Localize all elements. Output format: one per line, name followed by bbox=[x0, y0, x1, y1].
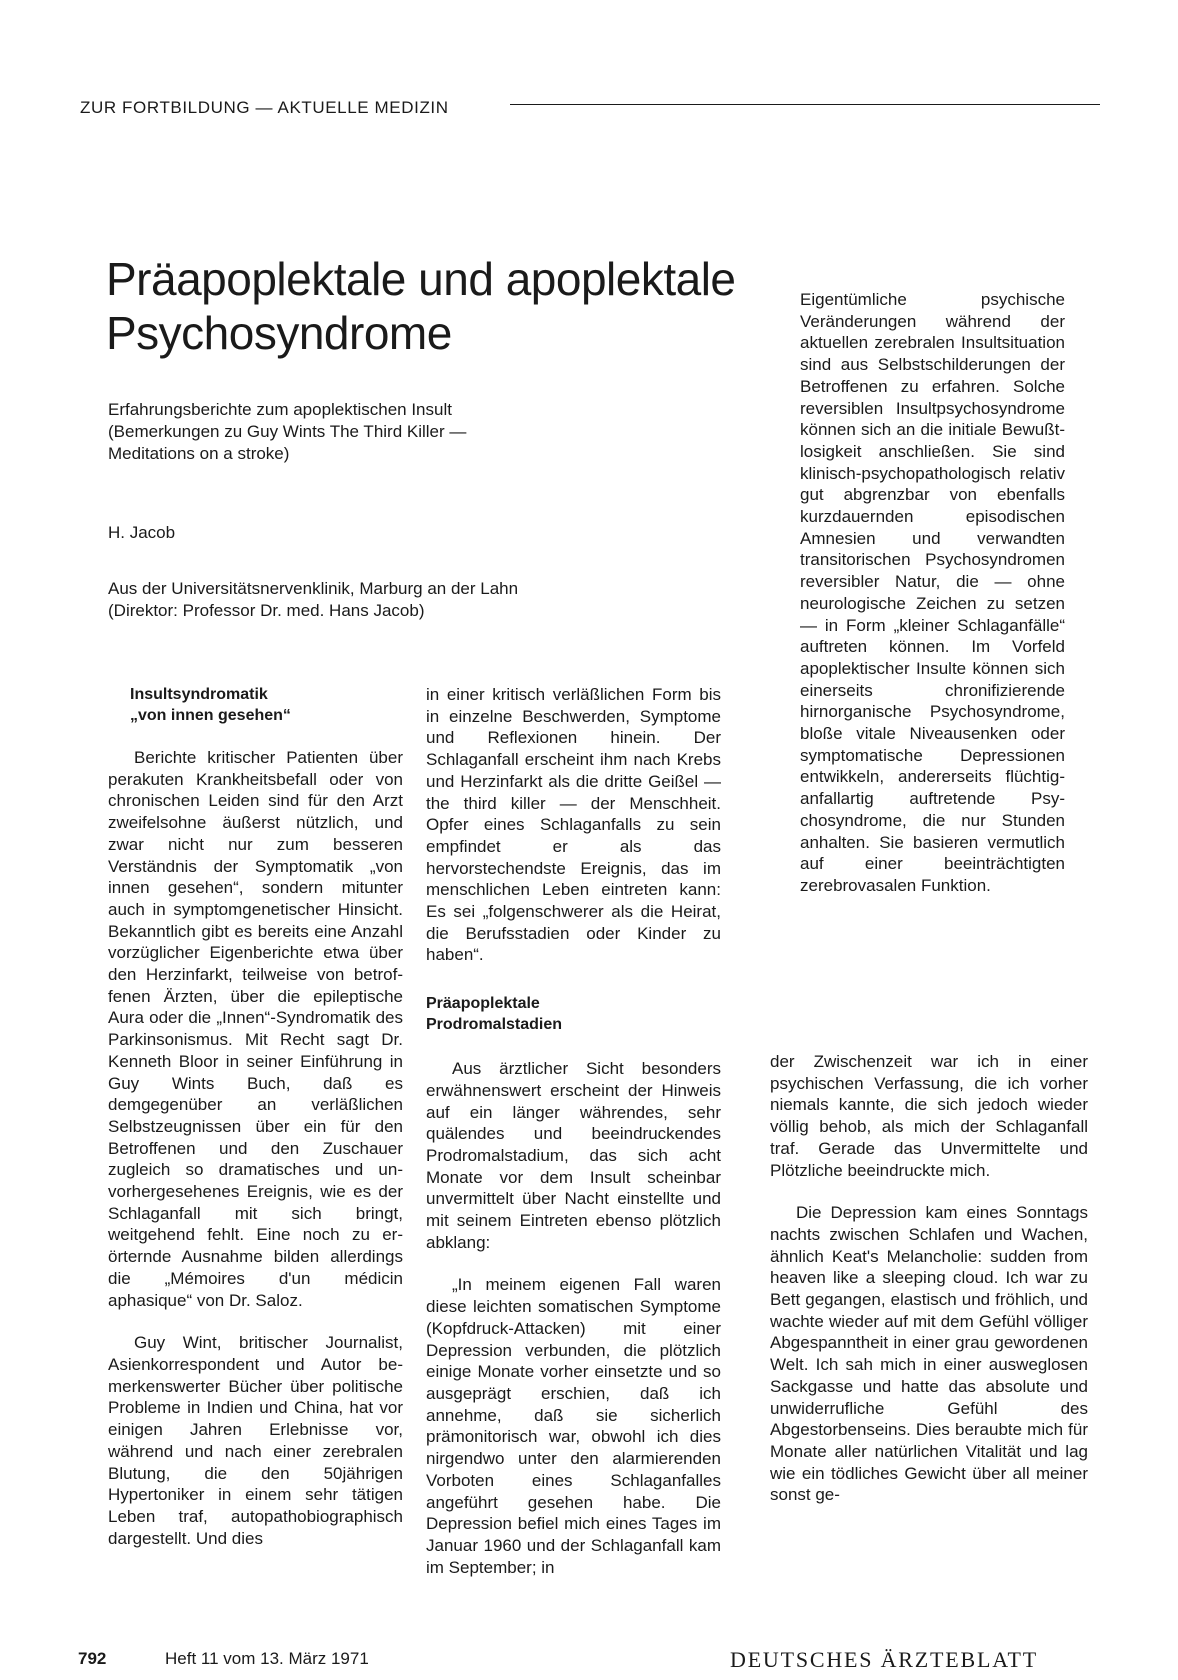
body-column-right bbox=[770, 1051, 1088, 1506]
affiliation-line: (Direktor: Professor Dr. med. Hans Jacob) bbox=[108, 601, 425, 620]
body-paragraph: in einer kritisch verläßlichen Form bis in einzelne Beschwerden, Symptome und Reflexionen hinein. Der Schlaganfall erscheint ihm nach Krebs und Herzinfarkt als die dritte Geißel — the third killer — der Menschheit. Opfer eines Schlaganfalls zu sein empfindet er als das hervorstechendste Ereignis, das im menschlichen Leben eintreten kann: Es sei „folgenschwerer als die Heirat, die Berufsstadien oder Kinder zu haben“. bbox=[426, 685, 721, 965]
body-paragraph: Guy Wint, britischer Journalist, Asienkorrespondent und Autor bemerkenswerter Bücher über politische Probleme in Indien und China, hat vor einigen Jahren Erlebnisse vor, während und nach einer zerebralen Blutung, die den 50jährigen Hypertoniker in einem sehr tätigen Leben traf, autopathobiographisch dargestellt. Und dies bbox=[108, 1333, 403, 1548]
body-column-middle bbox=[426, 684, 721, 1578]
title-line: Psychosyndrome bbox=[106, 307, 452, 359]
affiliation-line: Aus der Universitätsnervenklinik, Marburg an der Lahn bbox=[108, 579, 519, 598]
title-line: Präapoplektale und apoplektale bbox=[106, 253, 736, 305]
author-affiliation bbox=[108, 578, 748, 622]
abstract-paragraph: Eigentümliche psychische Veränderungen während der aktuellen zerebralen Insultsituation sind aus Selbstschilderungen der Betroffenen zu erfahren. Solche reversiblen Insultpsychosyndrome können sich an die initiale Bewußtlosigkeit anschließen. Sie sind klinisch-psychopathologisch relativ gut abgrenzbar von ebenfalls kurzdauernden episodischen Amnesien und verwandten transitorischen Psychosyndromen reversibler Natur, die — ohne neurologische Zeichen zu setzen — in Form „kleiner Schlaganfälle“ auftreten können. Im Vorfeld apoplektischer Insulte können sich einerseits chronifizierende hirnorganische Psychosyndrome, bloße vitale Niveausenken oder symptomatische Depressionen entwikkeln, andererseits flüchtig-anfallartig auftretende Psychosyndrome, die nur Stunden anhalten. Sie basieren vermutlich auf einer beeinträchtigten zerebrovasalen Funktion. bbox=[800, 290, 1065, 895]
issue-info: Heft 11 vom 13. März 1971 bbox=[165, 1649, 369, 1668]
heading-line: „von innen gesehen“ bbox=[130, 707, 291, 724]
article-title bbox=[106, 252, 766, 360]
subtitle-line: Meditations on a stroke) bbox=[108, 444, 290, 463]
header-rule bbox=[510, 104, 1100, 105]
running-header: ZUR FORTBILDUNG — AKTUELLE MEDIZIN bbox=[80, 98, 449, 117]
section-heading bbox=[426, 993, 721, 1035]
subtitle-line: (Bemerkungen zu Guy Wints The Third Killer — bbox=[108, 422, 467, 441]
journal-name: DEUTSCHES ÄRZTEBLATT bbox=[730, 1647, 1038, 1672]
abstract-column bbox=[800, 289, 1065, 897]
section-heading bbox=[108, 684, 403, 726]
quotation-paragraph: Die Depression kam eines Sonntags nachts zwischen Schlafen und Wachen, ähnlich Keat's Melancholie: sudden from heaven like a sleeping cloud. Ich war zu Bett gegangen, elastisch und fröhlich, und wachte wieder auf mit dem Gefühl völliger Abgespanntheit in einer grau gewordenen Welt. Ich sah mich in einer ausweglosen Sackgasse und hatte das absolute und unwiderrufliche Gefühl des Abgestorbenseins. Dies beraubte mich für Monate aller natürlichen Vitalität und lag wie ein tödliches Gewicht über all meiner sonst ge- bbox=[770, 1203, 1088, 1505]
quotation-paragraph: der Zwischenzeit war ich in einer psychischen Verfassung, die ich vorher niemals kannte, die sich jedoch wieder völlig behob, als mich der Schlaganfall traf. Gerade das Unvermittelte und Plötzliche beeindruckte mich. bbox=[770, 1052, 1088, 1180]
heading-line: Präapoplektale bbox=[426, 995, 540, 1013]
quotation-paragraph: „In meinem eigenen Fall waren diese leichten somatischen Symptome (Kopfdruck-Attacken) mit einer Depression verbunden, die plötzlich einige Monate vorher einsetzte und so ausgeprägt erschien, daß ich annehme, daß sie sicherlich prämonitorisch war, obwohl ich dies nirgendwo unter den alarmierenden Vorboten eines Schlaganfalles angeführt gesehen habe. Die Depression befiel mich eines Tages im Januar 1960 und der Schlaganfall kam im September; in bbox=[426, 1275, 721, 1577]
article-subtitle bbox=[108, 399, 748, 465]
body-paragraph: Berichte kritischer Patienten über perakuten Krankheitsbefall oder von chronischen Leiden sind für den Arzt zweifelsohne äußerst nützlich, und zwar nicht nur zum besseren Verständnis der Symptomatik „von innen gesehen“, sondern mitunter auch in symptomgenetischer Hinsicht. Bekanntlich gibt es bereits eine Anzahl vorzüglicher Eigenberichte etwa über den Herzinfarkt, teilweise von betroffenen Ärzten, über die epileptische Aura oder die „Innen“-Syndromatik des Parkinsonismus. Mit Recht sagt Dr. Kenneth Bloor in seiner Einführung in Guy Wints Buch, daß es demgegenüber an verläßlichen Selbstzeugnissen über ein für den Betroffenen und den Zuschauer zugleich so dramatisches und unvorhergesehenes Ereignis, wie es der Schlaganfall mit sich bringt, weitgehend fehlt. Eine noch zu erörternde Ausnahme bilden allerdings die „Mémoires d'un médicin aphasique“ von Dr. Saloz. bbox=[108, 748, 403, 1310]
body-column-left bbox=[108, 684, 403, 1549]
heading-line: Insultsyndromatik bbox=[130, 686, 268, 703]
subtitle-line: Erfahrungsberichte zum apoplektischen Insult bbox=[108, 400, 452, 419]
heading-line: Prodromalstadien bbox=[426, 1016, 563, 1034]
body-paragraph: Aus ärztlicher Sicht besonders erwähnenswert erscheint der Hinweis auf ein länger währendes, sehr quälendes und beeindruckendes Prodromalstadium, das sich acht Monate vor dem Insult scheinbar unvermittelt über Nacht einstellte und mit seinem Eintreten ebenso plötzlich abklang: bbox=[426, 1059, 721, 1252]
page-number: 792 bbox=[78, 1649, 107, 1668]
author-name: H. Jacob bbox=[108, 523, 176, 542]
